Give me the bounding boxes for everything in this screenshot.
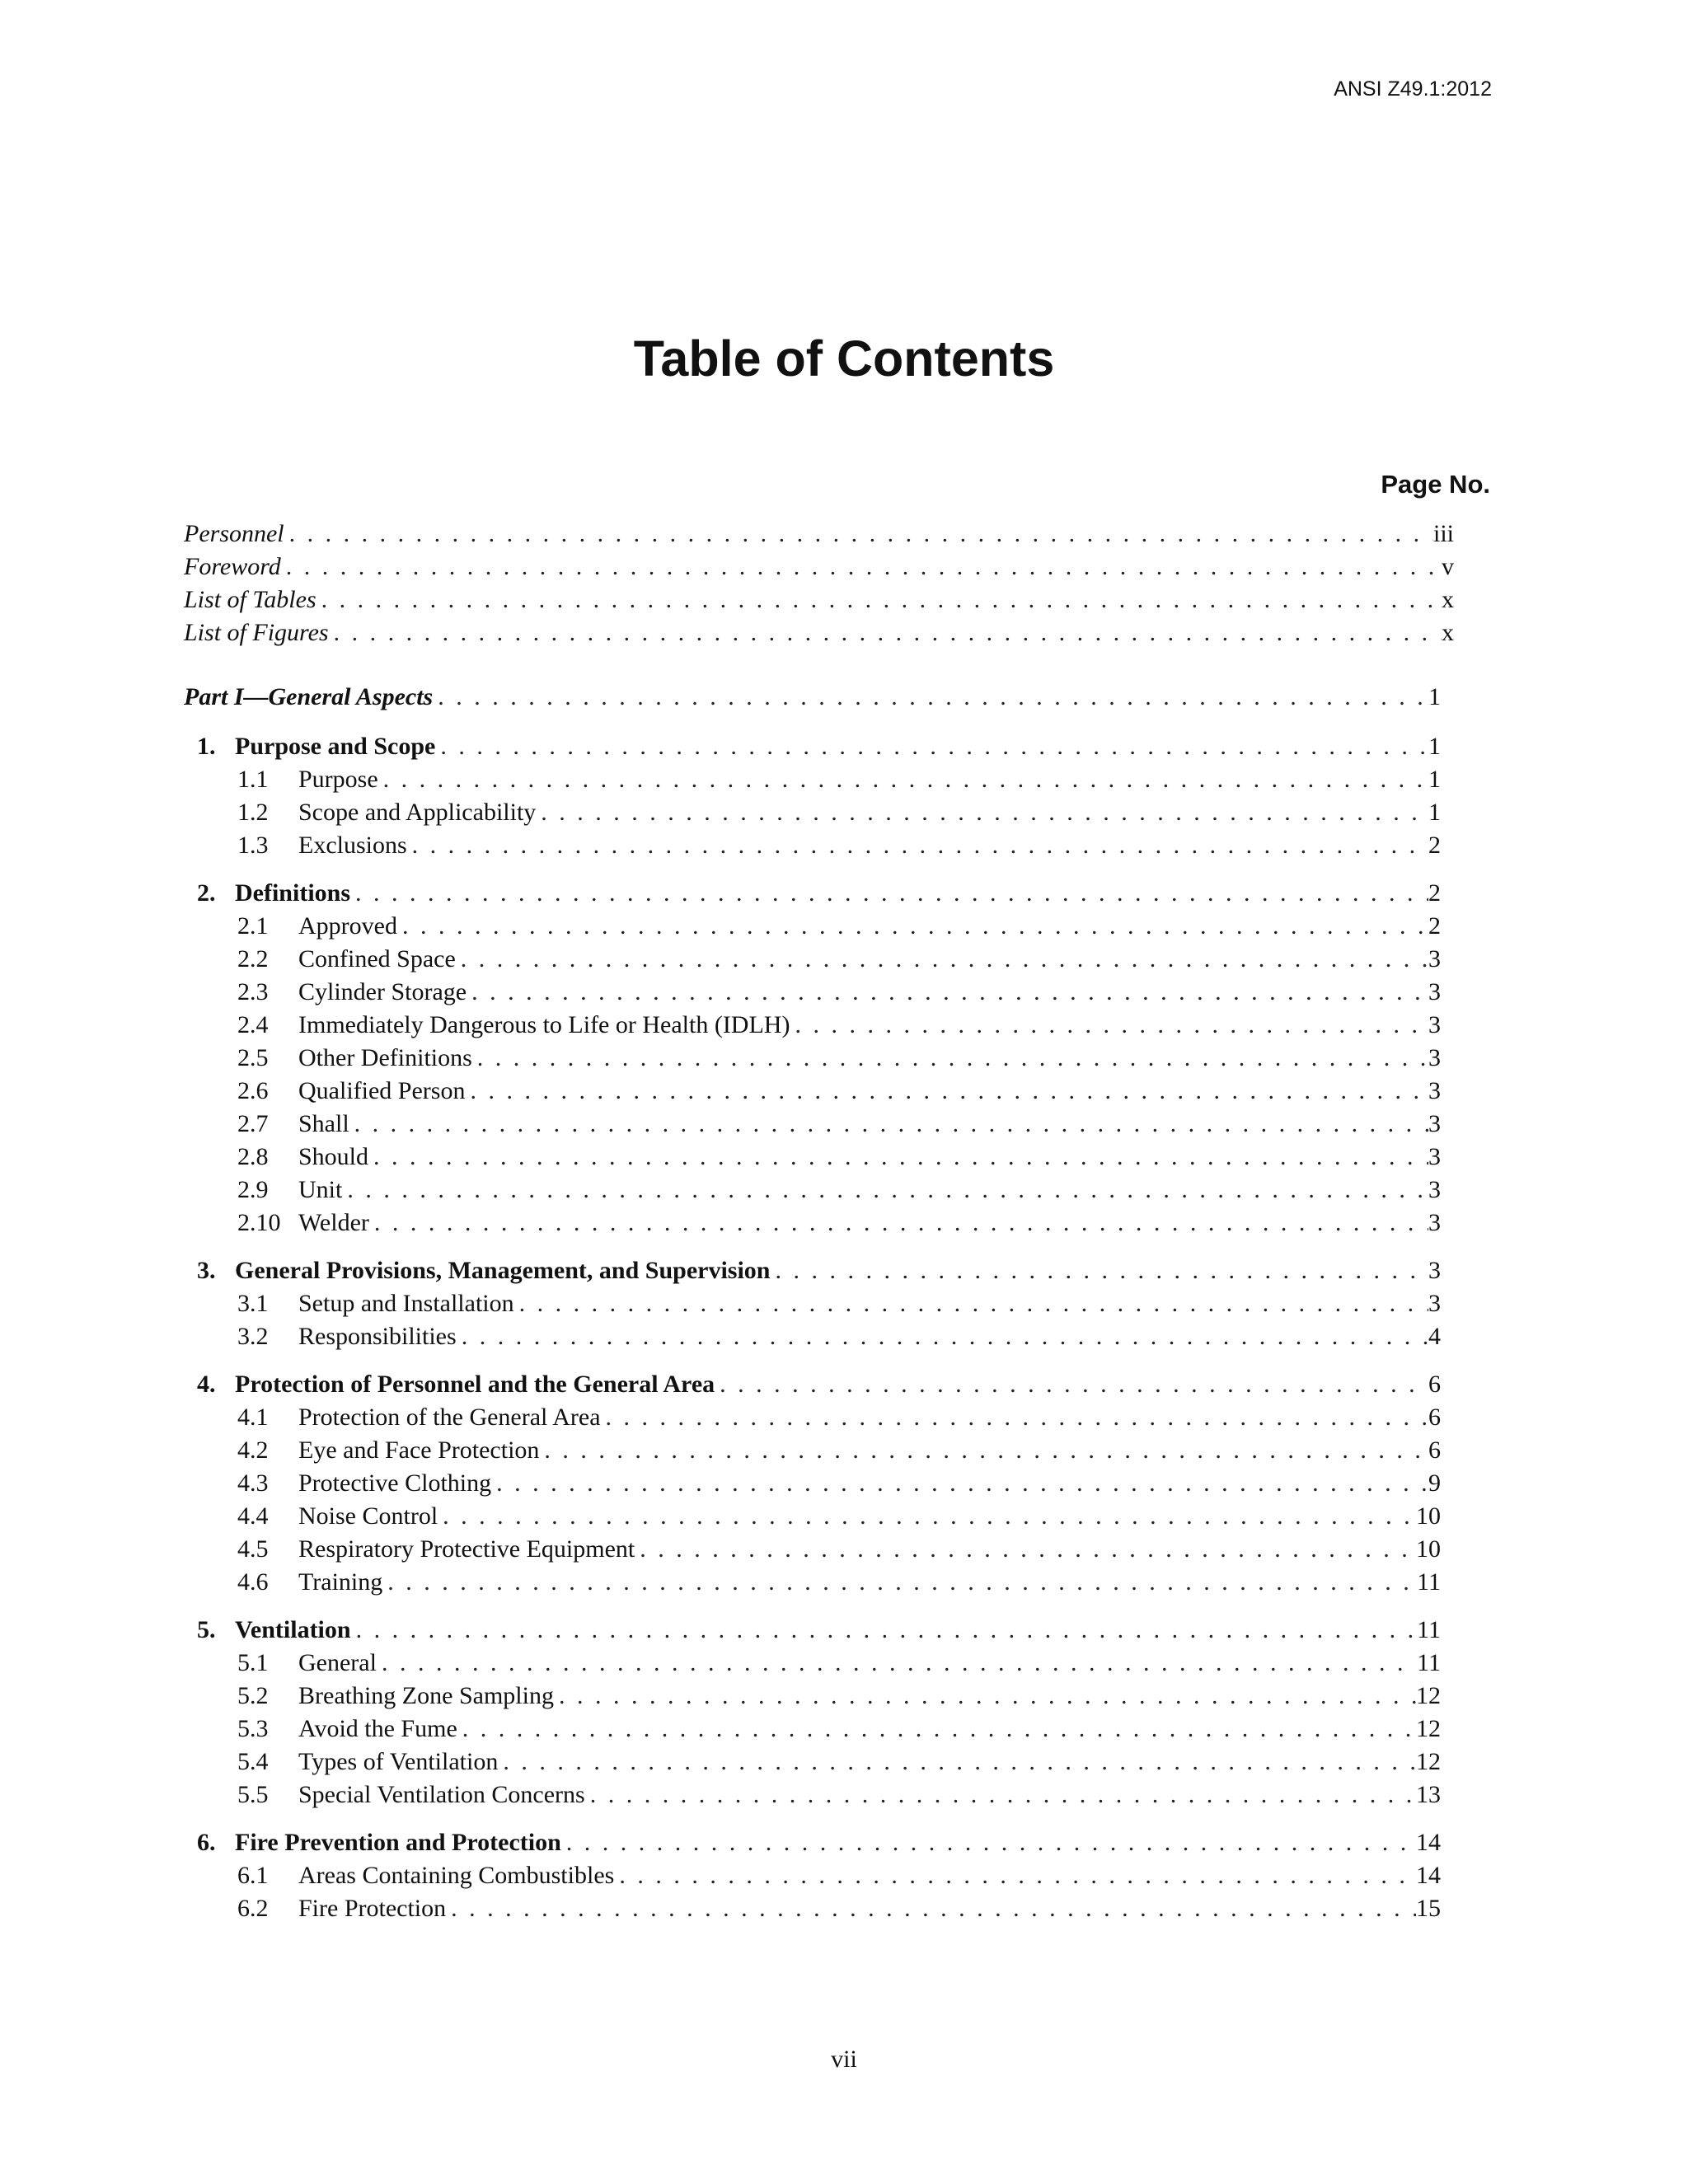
toc-entry-page: 3 [1428,1011,1441,1038]
subsection-entry[interactable] [184,1287,1454,1320]
toc-entry-number: 4.1 [237,1404,269,1431]
toc-entry-title: Purpose and Scope [235,733,436,760]
dot-leader [433,681,1428,714]
page-no-column-label: Page No. [1381,470,1490,499]
subsection-entry[interactable] [184,763,1454,796]
subsection-entry[interactable] [184,1174,1454,1207]
subsection-entry[interactable] [184,1500,1454,1533]
toc-entry-title: Purpose [298,766,378,793]
toc-entry-title: Immediately Dangerous to Life or Health (IDLH) [298,1011,790,1038]
toc-entry-number: 3.2 [237,1323,269,1350]
dot-leader [614,1859,1416,1892]
dot-leader [316,583,1442,616]
subsection-entry[interactable] [184,1713,1454,1746]
toc-entry-page: 10 [1416,1535,1441,1563]
toc-entry-page: 3 [1428,1176,1441,1203]
dot-leader [715,1368,1428,1401]
toc-entry-number: 5.2 [237,1682,269,1709]
dot-leader [368,1141,1428,1174]
toc-entry-title: Protection of the General Area [298,1404,601,1431]
subsection-entry[interactable] [184,1566,1454,1599]
toc-entry-page: 2 [1428,879,1441,907]
subsection-entry[interactable] [184,1467,1454,1500]
toc-entry-page: 12 [1416,1682,1441,1709]
toc-entry-page: 11 [1417,1649,1441,1676]
toc-entry-title: Approved [298,912,397,940]
toc-entry-page: 2 [1428,832,1441,859]
section-entry[interactable] [184,877,1454,910]
toc-entry-title: Eye and Face Protection [298,1436,540,1464]
toc-entry-page: 11 [1417,1616,1441,1643]
dot-leader [382,1566,1417,1599]
toc-entry-page: 3 [1428,1290,1441,1317]
toc-entry-number: 2.2 [237,945,269,972]
toc-entry-page: 1 [1428,799,1441,826]
toc-entry-title: Unit [298,1176,343,1203]
dot-leader [554,1680,1416,1713]
dot-leader [407,829,1428,862]
dot-leader [369,1207,1428,1240]
dot-leader [446,1892,1416,1925]
toc-entry-number: 3.1 [237,1290,269,1317]
subsection-entry[interactable] [184,1207,1454,1240]
toc-entry-number: 2.6 [237,1077,269,1104]
section-entry[interactable] [184,1254,1454,1287]
toc-entry-page: 3 [1428,1077,1441,1104]
toc-entry-page: 14 [1416,1862,1441,1889]
toc-entry-page: iii [1432,520,1454,547]
toc-entry-title: Respiratory Protective Equipment [298,1535,635,1563]
subsection-entry[interactable] [184,1108,1454,1141]
dot-leader [377,1647,1417,1680]
dot-leader [601,1401,1428,1434]
toc-entry-number: 4.6 [237,1568,269,1596]
toc-entry-page: 4 [1428,1323,1441,1350]
toc-entry-number: 2.10 [237,1209,281,1236]
toc-entry-number: 1.1 [237,766,269,793]
toc-entry-number: 2.9 [237,1176,269,1203]
document-code: ANSI Z49.1:2012 [1334,77,1492,101]
subsection-entry[interactable] [184,1401,1454,1434]
toc-entry-title: Cylinder Storage [298,978,467,1005]
toc-entry-title: Noise Control [298,1502,438,1530]
dot-leader [491,1467,1428,1500]
toc-entry-title: Should [298,1143,369,1170]
dot-leader [329,616,1442,649]
subsection-entry[interactable] [184,1647,1454,1680]
toc-entry-page: 13 [1416,1781,1441,1808]
toc-entry-title: Fire Prevention and Protection [235,1829,561,1856]
toc-entry-title: General Provisions, Management, and Supervision [235,1257,771,1284]
toc-entry-page: v [1442,553,1454,580]
dot-leader [350,877,1428,910]
section-entry[interactable] [184,730,1454,763]
toc-entry-page: 9 [1428,1469,1441,1497]
toc-entry-title: Part I—General Aspects [184,683,434,710]
toc-entry-title: Other Definitions [298,1044,472,1071]
toc-entry-page: 1 [1428,766,1441,793]
toc-entry-page: 14 [1416,1829,1441,1856]
toc-entry-number: 5.5 [237,1781,269,1808]
toc-entry-number: 6. [197,1829,216,1856]
toc-entry-page: 3 [1428,1044,1441,1071]
dot-leader [561,1826,1416,1859]
toc-entry-title: Types of Ventilation [298,1748,499,1775]
subsection-entry[interactable] [184,829,1454,862]
toc-entry-number: 6.1 [237,1862,269,1889]
subsection-entry[interactable] [184,1859,1454,1892]
dot-leader [456,943,1428,976]
toc-entry-title: Responsibilities [298,1323,457,1350]
dot-leader [514,1287,1428,1320]
front-matter-entry[interactable] [184,616,1454,649]
toc-entry-number: 5.4 [237,1748,269,1775]
subsection-entry[interactable] [184,1434,1454,1467]
toc-entry-title: Scope and Applicability [298,799,537,826]
dot-leader [457,1713,1416,1746]
toc-entry-title: Avoid the Fume [298,1715,457,1742]
dot-leader [281,551,1442,583]
toc-entry-title: Definitions [235,879,351,907]
dot-leader [585,1779,1416,1811]
toc-entry-number: 4.4 [237,1502,269,1530]
toc-entry-title: Ventilation [235,1616,351,1643]
subsection-entry[interactable] [184,1042,1454,1075]
toc-entry-number: 2.3 [237,978,269,1005]
dot-leader [465,1075,1428,1108]
subsection-entry[interactable] [184,910,1454,943]
toc-entry-number: 4. [197,1371,216,1398]
toc-entry-page: x [1442,586,1454,613]
table-of-contents [184,518,1454,1925]
toc-entry-title: Protective Clothing [298,1469,492,1497]
dot-leader [790,1009,1428,1042]
toc-entry-page: 2 [1428,912,1441,940]
page-number: vii [831,2046,857,2073]
toc-entry-page: 3 [1428,1209,1441,1236]
toc-entry-number: 2. [197,879,216,907]
dot-leader [397,910,1428,943]
front-matter-entry[interactable] [184,518,1454,551]
toc-entry-page: 12 [1416,1715,1441,1742]
subsection-entry[interactable] [184,1779,1454,1811]
subsection-entry[interactable] [184,1533,1454,1566]
dot-leader [435,730,1428,763]
toc-entry-number: 4.3 [237,1469,269,1497]
dot-leader [378,763,1428,796]
dot-leader [457,1320,1428,1353]
subsection-entry[interactable] [184,1141,1454,1174]
toc-entry-number: 3. [197,1257,216,1284]
page-title: Table of Contents [633,330,1055,387]
toc-entry-title: Personnel [184,520,284,547]
section-entry[interactable] [184,1614,1454,1647]
toc-entry-page: 10 [1416,1502,1441,1530]
dot-leader [635,1533,1416,1566]
toc-entry-title: General [298,1649,377,1676]
toc-entry-title: Confined Space [298,945,456,972]
toc-entry-title: Protection of Personnel and the General Area [235,1371,715,1398]
toc-entry-page: 6 [1428,1404,1441,1431]
toc-entry-number: 1.3 [237,832,269,859]
toc-entry-number: 5. [197,1616,216,1643]
section-entry[interactable] [184,1368,1454,1401]
subsection-entry[interactable] [184,1746,1454,1779]
subsection-entry[interactable] [184,1075,1454,1108]
toc-entry-number: 6.2 [237,1895,269,1922]
part-heading[interactable] [184,681,1454,714]
toc-entry-page: 1 [1428,683,1441,710]
dot-leader [536,796,1428,829]
subsection-entry[interactable] [184,943,1454,976]
toc-entry-page: 6 [1428,1436,1441,1464]
front-matter-entry[interactable] [184,583,1454,616]
dot-leader [467,976,1428,1009]
dot-leader [438,1500,1416,1533]
toc-entry-title: Special Ventilation Concerns [298,1781,585,1808]
dot-leader [351,1614,1418,1647]
toc-entry-title: Areas Containing Combustibles [298,1862,615,1889]
toc-entry-title: Breathing Zone Sampling [298,1682,554,1709]
dot-leader [342,1174,1428,1207]
toc-entry-page: 3 [1428,945,1441,972]
toc-entry-page: 12 [1416,1748,1441,1775]
toc-entry-number: 2.1 [237,912,269,940]
toc-entry-title: List of Figures [184,619,329,646]
subsection-entry[interactable] [184,1009,1454,1042]
toc-entry-title: Shall [298,1110,349,1137]
toc-entry-number: 2.8 [237,1143,269,1170]
section-entry[interactable] [184,1826,1454,1859]
toc-entry-page: 3 [1428,1110,1441,1137]
toc-entry-page: 15 [1416,1895,1441,1922]
toc-entry-page: 3 [1428,1257,1441,1284]
toc-entry-title: Training [298,1568,383,1596]
dot-leader [284,518,1433,551]
toc-entry-title: Welder [298,1209,369,1236]
toc-entry-number: 5.3 [237,1715,269,1742]
toc-entry-number: 1. [197,733,216,760]
dot-leader [498,1746,1416,1779]
toc-entry-page: 3 [1428,978,1441,1005]
toc-entry-title: Qualified Person [298,1077,466,1104]
toc-entry-page: x [1442,619,1454,646]
subsection-entry[interactable] [184,1892,1454,1925]
toc-entry-page: 1 [1428,733,1441,760]
toc-entry-page: 6 [1428,1371,1441,1398]
toc-entry-number: 2.5 [237,1044,269,1071]
subsection-entry[interactable] [184,1320,1454,1353]
dot-leader [539,1434,1428,1467]
toc-entry-page: 11 [1417,1568,1441,1596]
toc-entry-number: 4.5 [237,1535,269,1563]
toc-entry-title: Fire Protection [298,1895,447,1922]
subsection-entry[interactable] [184,976,1454,1009]
dot-leader [770,1254,1428,1287]
toc-entry-number: 2.4 [237,1011,269,1038]
dot-leader [472,1042,1428,1075]
subsection-entry[interactable] [184,796,1454,829]
toc-entry-number: 1.2 [237,799,269,826]
toc-entry-number: 5.1 [237,1649,269,1676]
toc-entry-title: Setup and Installation [298,1290,514,1317]
front-matter-entry[interactable] [184,551,1454,583]
subsection-entry[interactable] [184,1680,1454,1713]
toc-entry-title: List of Tables [184,586,316,613]
dot-leader [349,1108,1428,1141]
toc-entry-page: 3 [1428,1143,1441,1170]
toc-entry-number: 4.2 [237,1436,269,1464]
toc-entry-title: Exclusions [298,832,407,859]
toc-entry-title: Foreword [184,553,281,580]
toc-entry-number: 2.7 [237,1110,269,1137]
